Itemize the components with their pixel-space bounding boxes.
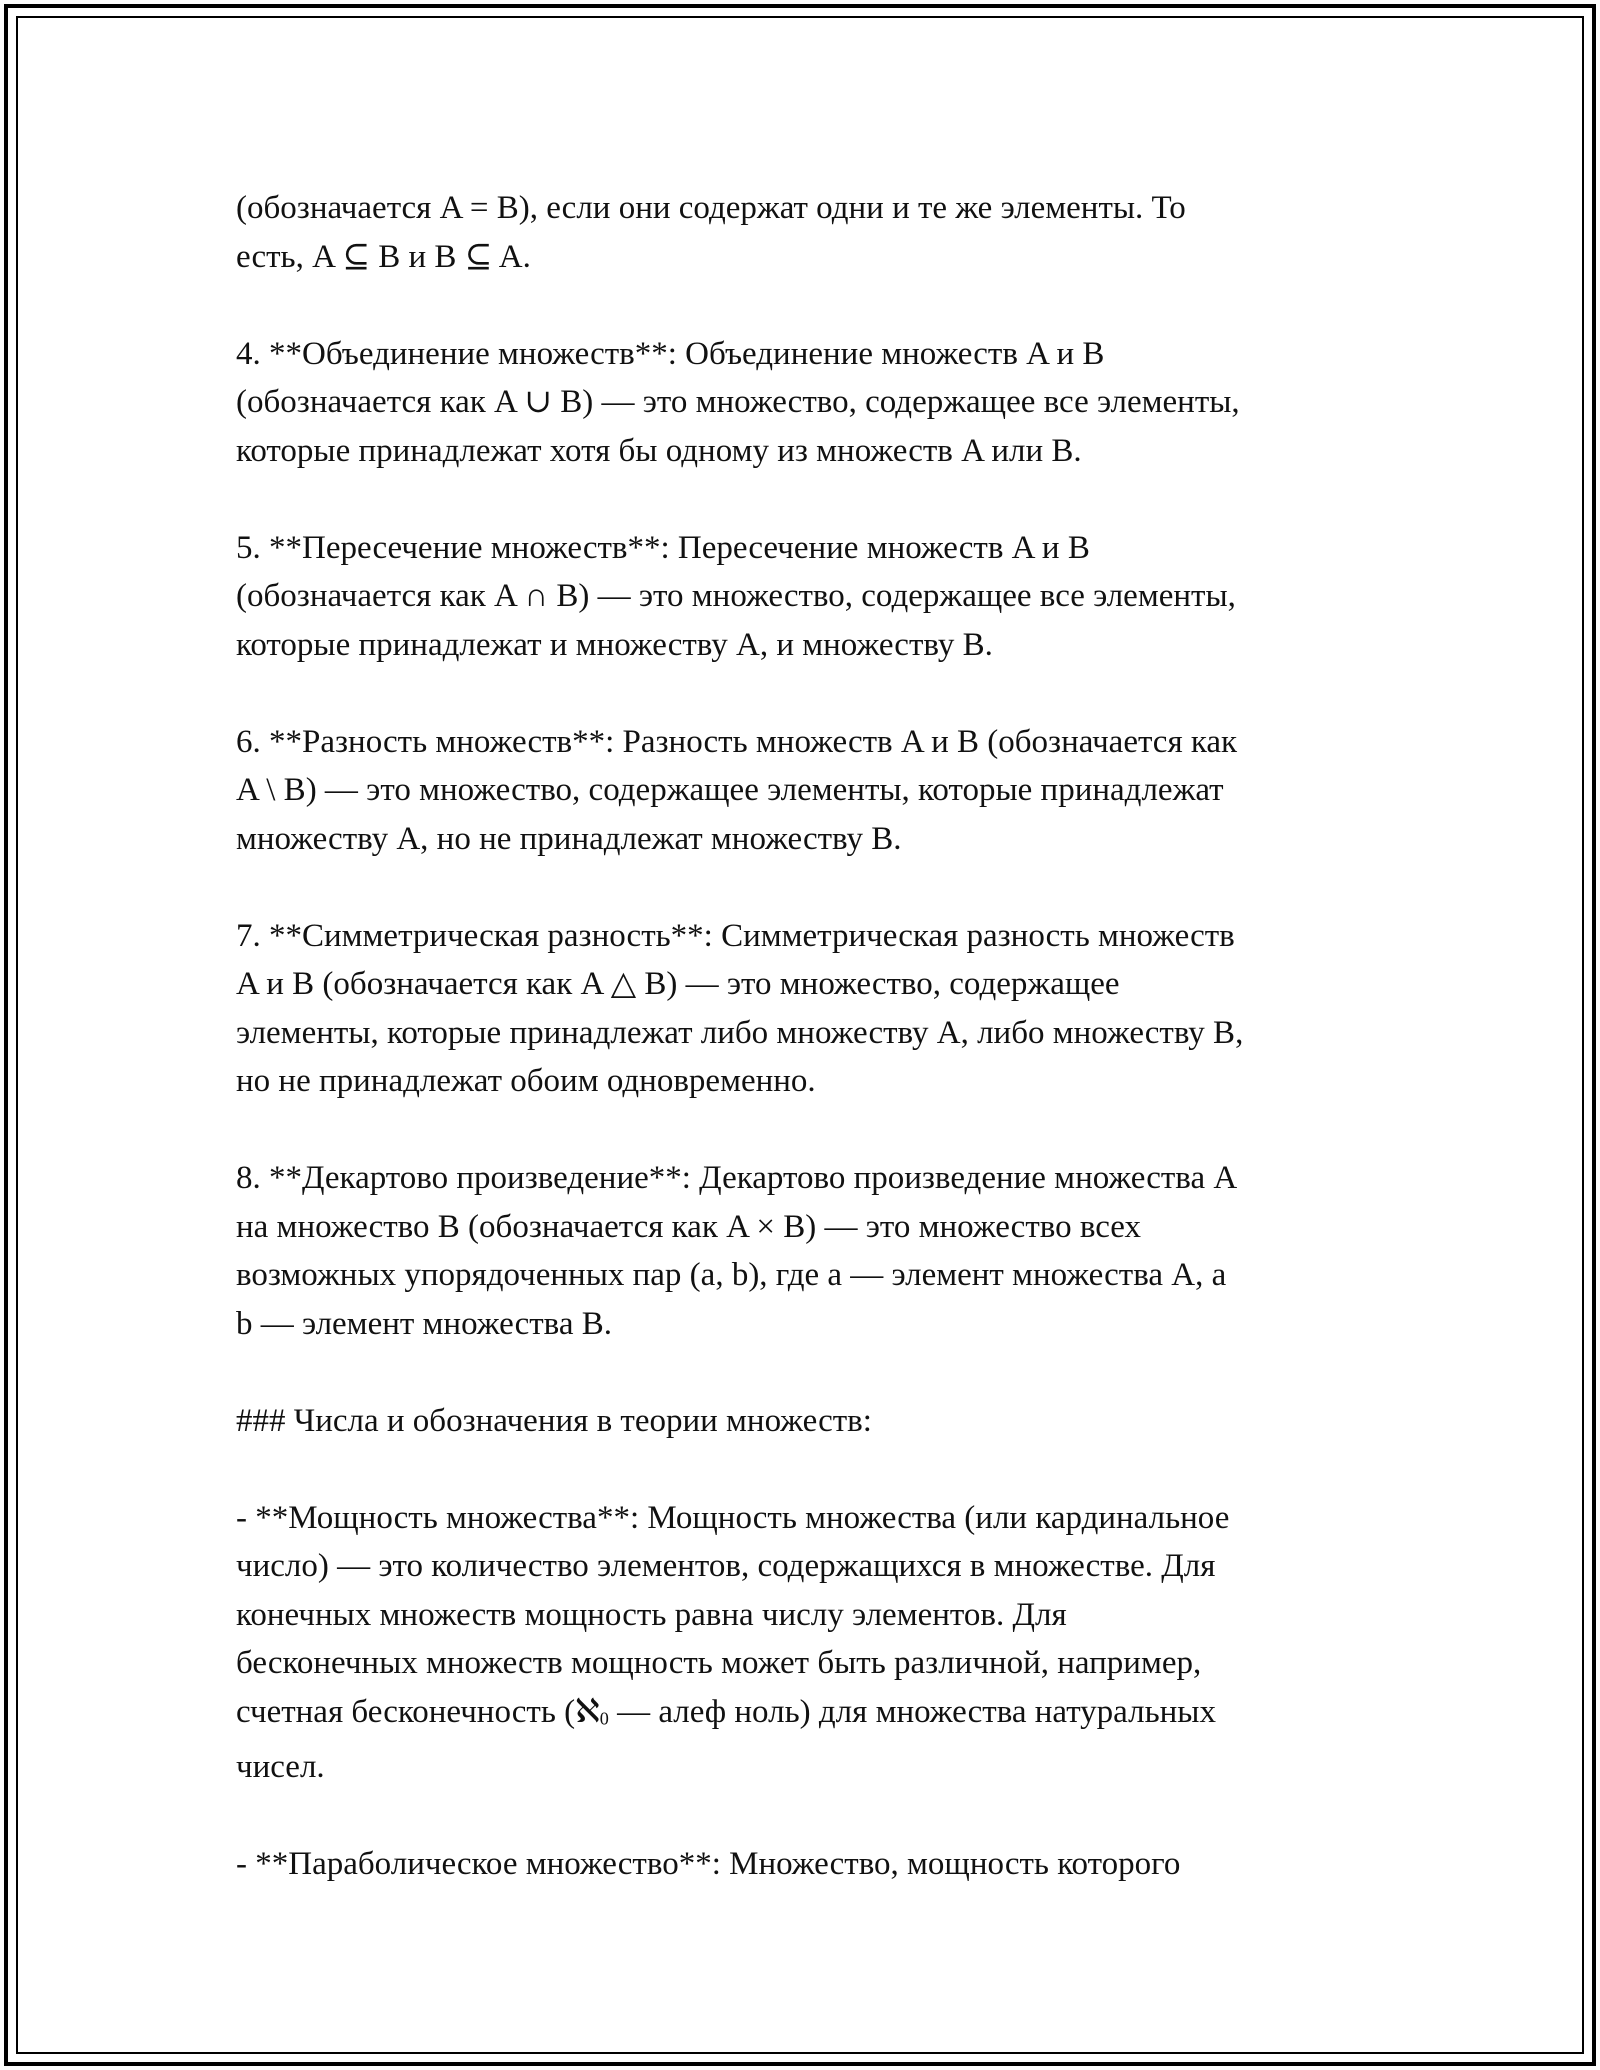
- aleph-line-before: счетная бесконечность (ℵ: [236, 1693, 600, 1730]
- text-line: на множество B (обозначается как A × B) — это множество всех: [236, 1208, 1142, 1245]
- text-line: A и B (обозначается как A △ B) — это множество, содержащее: [236, 966, 1120, 1002]
- text-line: конечных множеств мощность равна числу элементов. Для: [236, 1596, 1067, 1633]
- text-line: число) — это количество элементов, содержащихся в множестве. Для: [236, 1548, 1216, 1584]
- section-heading-numbers: [236, 1397, 1376, 1446]
- aleph-line-after: — алеф ноль) для множества натуральных: [608, 1693, 1216, 1730]
- text-line: (обозначается как A ∩ B) — это множество, содержащее все элементы,: [236, 578, 1236, 614]
- document-body: [236, 184, 1376, 1937]
- paragraph-intersection: [236, 524, 1376, 670]
- text-line: - **Мощность множества**: Мощность множества (или кардинальное: [236, 1499, 1230, 1536]
- paragraph-equality-continued: [236, 184, 1376, 281]
- text-line: но не принадлежат обоим одновременно.: [236, 1063, 816, 1099]
- text-line: (обозначается A = B), если они содержат одни и те же элементы. То: [236, 190, 1186, 226]
- text-line: - **Параболическое множество**: Множество, мощность которого: [236, 1845, 1181, 1882]
- aleph-subscript: 0: [599, 1708, 609, 1729]
- text-line: чисел.: [236, 1748, 325, 1785]
- paragraph-cardinality: [236, 1494, 1376, 1792]
- text-line: которые принадлежат и множеству A, и множеству B.: [236, 626, 993, 663]
- paragraph-cartesian-product: [236, 1154, 1376, 1348]
- text-line: множеству A, но не принадлежат множеству B.: [236, 820, 902, 857]
- text-line: 5. **Пересечение множеств**: Пересечение множеств A и B: [236, 529, 1090, 566]
- text-line: b — элемент множества B.: [236, 1305, 612, 1342]
- paragraph-symmetric-difference: [236, 912, 1376, 1106]
- text-line: элементы, которые принадлежат либо множеству A, либо множеству B,: [236, 1014, 1244, 1051]
- text-line: есть, A ⊆ B и B ⊆ A.: [236, 238, 531, 275]
- paragraph-union: [236, 330, 1376, 476]
- paragraph-parabolic-set: [236, 1840, 1376, 1889]
- paragraph-difference: [236, 718, 1376, 864]
- text-line: которые принадлежат хотя бы одному из множеств A или B.: [236, 432, 1082, 469]
- heading-line: ### Числа и обозначения в теории множеств:: [236, 1402, 872, 1439]
- text-line: бесконечных множеств мощность может быть различной, например,: [236, 1645, 1202, 1681]
- text-line: возможных упорядоченных пар (a, b), где a — элемент множества A, а: [236, 1257, 1227, 1293]
- text-line: 8. **Декартово произведение**: Декартово произведение множества A: [236, 1160, 1238, 1196]
- text-line: A \ B) — это множество, содержащее элементы, которые принадлежат: [236, 772, 1224, 808]
- text-line: 7. **Симметрическая разность**: Симметрическая разность множеств: [236, 917, 1235, 954]
- text-line: 4. **Объединение множеств**: Объединение множеств A и B: [236, 335, 1105, 372]
- text-line: 6. **Разность множеств**: Разность множеств A и B (обозначается как: [236, 723, 1238, 760]
- text-line: (обозначается как A ∪ B) — это множество, содержащее все элементы,: [236, 384, 1240, 420]
- text-line-aleph: [236, 1688, 1376, 1743]
